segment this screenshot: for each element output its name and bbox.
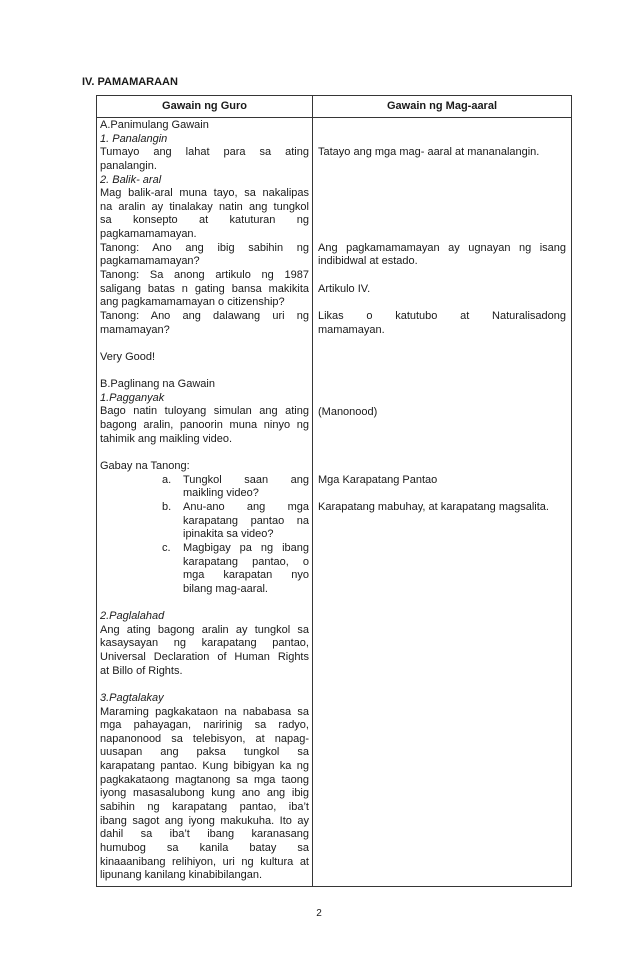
table-body-row	[97, 118, 571, 886]
list-marker: c.	[162, 541, 171, 554]
text-line: uusapan ang paksa tungkol sa	[100, 746, 309, 759]
answer-3	[318, 310, 566, 337]
text-line: mga pahayagan, naririnig sa radyo,	[100, 719, 309, 732]
text-line: kasaysayan ng karapatang pantao,	[100, 637, 309, 650]
text-line: bilang mag-aaral.	[183, 582, 268, 595]
list-item-text	[183, 542, 309, 597]
page-number: 2	[316, 908, 322, 919]
text-line: mamamayan.	[318, 323, 385, 336]
step-title: 1. Panalangin	[100, 132, 168, 145]
text-line: ang pagkamamamayan o citizenship?	[100, 296, 285, 309]
text-line: kinaaanibang relihiyon, uri ng kultura at	[100, 855, 309, 868]
step-title: 2.Paglalahad	[100, 610, 165, 623]
text-line: pagkamamamayan.	[100, 228, 197, 241]
text-line: na aralin ay tinalakay natin ang tungkol	[100, 200, 309, 213]
text-line: pagkamamamayan?	[100, 255, 200, 268]
blank-line	[100, 337, 309, 351]
text-line: Anu-ano ang mga	[183, 500, 309, 513]
blank-space	[318, 160, 566, 242]
question-3	[100, 310, 309, 337]
text-line: lipunang kanilang kinabibilangan.	[100, 869, 263, 882]
text-line: panalangin.	[100, 159, 157, 172]
blank-space	[318, 487, 566, 501]
text-line: humubog sa kanila batay sa	[100, 841, 309, 854]
student-activities-cell	[313, 118, 571, 886]
text-line: Universal Declaration of Human Rights	[100, 650, 309, 663]
text-line: maikling video?	[183, 487, 259, 500]
list-item-text	[183, 501, 309, 542]
procedure-table	[96, 95, 572, 887]
text-line: Maraming pagkakataon na nababasa sa	[100, 705, 309, 718]
text-line: karapatang pantao na	[183, 514, 309, 527]
header-teacher-activities: Gawain ng Guro	[97, 96, 313, 117]
text-line: sabihin ng karapatang pantao, iba’t	[100, 801, 309, 814]
text-line: tahimik ang maikling video.	[100, 432, 233, 445]
text-line: Tungkol saan ang	[183, 473, 309, 486]
paglalahad-block	[100, 610, 309, 678]
blank-space	[318, 337, 566, 405]
part-a-heading: A.Panimulang Gawain	[100, 119, 209, 131]
step-title: 2. Balik- aral	[100, 173, 162, 186]
text-line: Bago natin tuloyang simulan ang ating	[100, 405, 309, 418]
text-line: napanonood sa telebisyon, at napag-	[100, 732, 309, 745]
guide-question-c	[100, 542, 309, 597]
text-line: mga karapatan nyo	[183, 569, 309, 582]
question-1	[100, 242, 309, 269]
text-line: mamamayan?	[100, 323, 170, 336]
question-2	[100, 269, 309, 310]
answer-2: Artikulo IV.	[318, 282, 371, 295]
text-line: ipinakita sa video?	[183, 528, 274, 541]
step-title: 3.Pagtalakay	[100, 691, 164, 704]
text-line: Likas o katutubo at Naturalisadong	[318, 310, 566, 323]
pagtalakay-block	[100, 692, 309, 883]
text-line: Tanong: Sa anong artikulo ng 1987	[100, 269, 309, 282]
text-line: iyong masasalubong kung ano ang ibig	[100, 787, 309, 800]
pagganyak-block	[100, 392, 309, 447]
pagganyak-response: (Manonood)	[318, 405, 378, 418]
blank-line	[100, 596, 309, 610]
blank-space	[318, 419, 566, 474]
part-b-heading: B.Paglinang na Gawain	[100, 378, 215, 391]
prayer-response: Tatayo ang mga mag- aaral at mananalangin.	[318, 146, 540, 159]
teacher-activities-cell	[97, 118, 313, 886]
step-title: 1.Pagganyak	[100, 391, 165, 404]
text-line: Mag balik-aral muna tayo, sa nakalipas	[100, 187, 309, 200]
text-line: Magbigay pa ng ibang	[183, 541, 309, 554]
list-item-text	[183, 474, 309, 501]
guide-answer-b: Karapatang mabuhay, at karapatang magsalita.	[318, 501, 549, 514]
text-line: dahil sa iba’t ibang karanasang	[100, 828, 309, 841]
text-line: sa konsepto at katuturan ng	[100, 214, 309, 227]
answer-1	[318, 242, 566, 269]
praise-text: Very Good!	[100, 350, 156, 363]
header-student-activities: Gawain ng Mag-aaral	[386, 100, 498, 112]
text-line: at Billo of Rights.	[100, 664, 183, 677]
balik-aral-block	[100, 174, 309, 242]
guide-question-a	[100, 474, 309, 501]
text-line: saligang batas n gating bansa makikita	[100, 282, 309, 295]
guide-questions-block	[100, 460, 309, 596]
blank-space	[318, 296, 566, 310]
text-line: Tumayo ang lahat para sa ating	[100, 146, 309, 159]
text-line: ibang sagot ang iyong makukuha. Ito ay	[100, 814, 309, 827]
panalangin-block	[100, 133, 309, 174]
table-header-row	[97, 96, 571, 118]
text-line: Ang pagkamamamayan ay ugnayan ng isang	[318, 241, 566, 254]
blank-space	[318, 269, 566, 283]
list-marker: b.	[162, 500, 172, 513]
guide-answer-a: Mga Karapatang Pantao	[318, 473, 438, 486]
blank-line	[100, 446, 309, 460]
text-line: indibidwal at estado.	[318, 255, 418, 268]
text-line: karapatang pantao, o	[183, 555, 309, 568]
blank-space	[318, 119, 566, 146]
text-line: Tanong: Ano ang ibig sabihin ng	[100, 241, 309, 254]
text-line: pagkakataong magtanong sa mga taong	[100, 773, 309, 786]
guide-title: Gabay na Tanong:	[100, 460, 190, 473]
text-line: karapatang pantao. Kung bibigyan ka ng	[100, 760, 309, 773]
text-line: bagong aralin, panoorin muna ninyo ng	[100, 419, 309, 432]
section-title: IV. PAMAMARAAN	[82, 76, 178, 88]
text-line: Ang ating bagong aralin ay tungkol sa	[100, 623, 309, 636]
text-line: Tanong: Ano ang dalawang uri ng	[100, 309, 309, 322]
list-marker: a.	[162, 473, 172, 486]
blank-line	[100, 678, 309, 692]
blank-line	[100, 365, 309, 379]
guide-question-b	[100, 501, 309, 542]
